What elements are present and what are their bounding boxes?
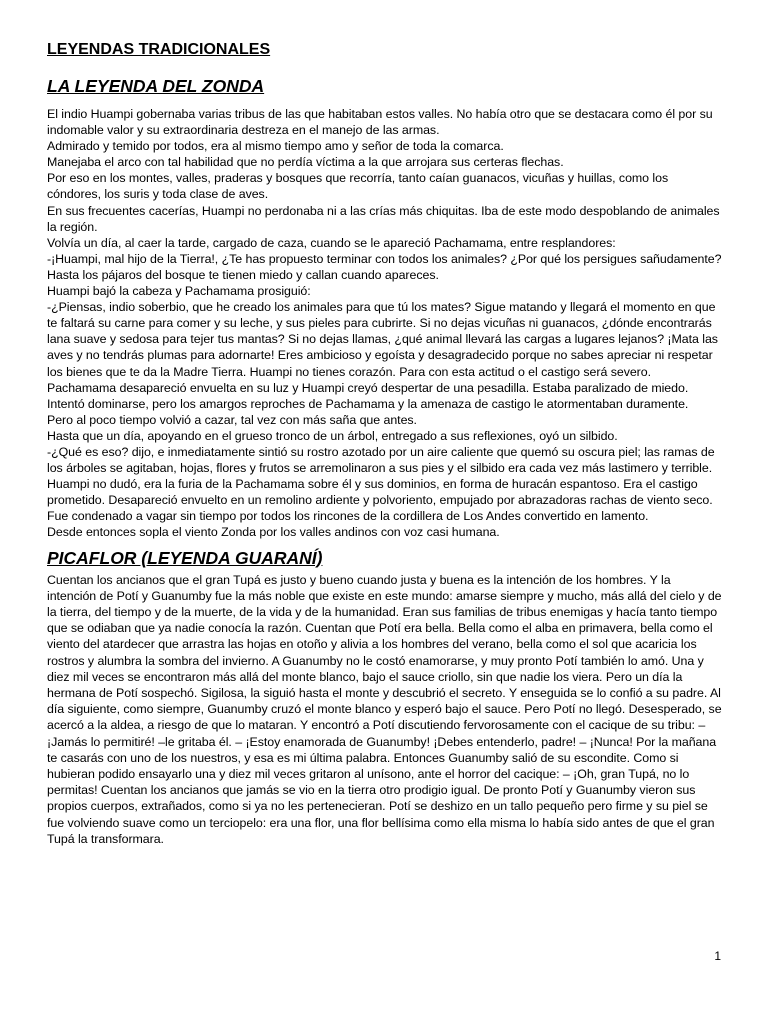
paragraph: Pachamama desapareció envuelta en su luz y Huampi creyó despertar de una pesadilla. Estaba paralizado de miedo. Intentó dominarse, pero los amargos reproches de Pachamama y la amenaza de castigo le atormentaban duramente. — [47, 380, 689, 411]
paragraph: Pero al poco tiempo volvió a cazar, tal vez con más saña que antes. — [47, 412, 417, 427]
section-title-zonda: LA LEYENDA DEL ZONDA — [47, 76, 265, 96]
paragraph: Huampi bajó la cabeza y Pachamama prosiguió: — [47, 284, 311, 299]
paragraph: El indio Huampi gobernaba varias tribus de las que habitaban estos valles. No había otro que se destacara como él por su indomable valor y su extraordinaria destreza en el manejo de las armas. — [47, 107, 713, 138]
paragraph: -¡Huampi, mal hijo de la Tierra!, ¿Te has propuesto terminar con todos los animales? ¿Por qué los persigues sañudamente? Hasta los pájaros del bosque te tienen miedo y callan cuando apareces. — [47, 251, 722, 282]
paragraph: Por eso en los montes, valles, praderas y bosques que recorría, tanto caían guanacos, vicuñas y huillas, como los cóndores, los suris y toda clase de aves. — [47, 171, 669, 202]
paragraph: Manejaba el arco con tal habilidad que no perdía víctima a la que arrojara sus certeras flechas. — [47, 155, 564, 170]
paragraph: Hasta que un día, apoyando en el grueso tronco de un árbol, entregado a sus reflexiones, oyó un silbido. — [47, 428, 618, 443]
picaflor-body: Cuentan los ancianos que el gran Tupá es justo y bueno cuando justa y buena es la intención de los hombres. Y la intención de Potí y Guanumby fue la más noble que existe en este mundo: amarse siempre y mucho, más allá del cielo y de la tierra, del tiempo y de la muerte, de la vida y de la humanidad. Eran sus familias de tribus enemigas y hacía tanto tiempo que se odiaban que ya nadie conocía la razón. Cuentan que Potí era bella. Bella como el alba en primavera, bella como el viento del atardecer que arrastra las hojas en otoño y alivia a los hombres del verano, bella como el sol que acaricia los rostros y alumbra la sombra del invierno. A Guanumby no le costó enamorarse, y muy pronto Potí también lo amó. Una y diez mil veces se encontraron más allá del monte blanco, bajo el sauce criollo, sin que nadie los viera. Pero un día la hermana de Potí sospechó. Sigilosa, la siguió hasta el monte y descubrió el secreto. Y enseguida se lo confió a su padre. Al día siguiente, como siempre, Guanumby cruzó el monte blanco y esperó bajo el sauce. Pero Potí no llegó. Desesperado, se acercó a la aldea, a riesgo de que lo mataran. Y encontró a Potí discutiendo fervorosamente con el cacique de su tribu: – ¡Jamás lo permitiré! –le gritaba él. – ¡Estoy enamorada de Guanumby! ¡Debes entenderlo, padre! – ¡Nunca! Por la mañana te casarás con uno de los nuestros, y esa es mi última palabra. Entonces Guanumby salió de su escondite. Como si hubieran podido ensayarlo una y diez mil veces gritaron al unísono, ante el horror del cacique: – ¡Oh, gran Tupá, no lo permitas! Cuentan los ancianos que jamás se vio en la tierra otro prodigio igual. De pronto Potí y Guanumby vieron sus propios cuerpos, extrañados, como si ya no les pertenecieran. Potí se deshizo en un tallo pequeño pero firme y su piel se fue volviendo suave como un terciopelo: era una flor, una flor bellísima como ella misma lo había sido antes de que el gran Tupá la transformara. — [47, 572, 722, 846]
paragraph: Huampi no dudó, era la furia de la Pachamama sobre él y sus dominios, en forma de huracán espantoso. Era el castigo prometido. Desapareció envuelto en un remolino ardiente y polvoriento, empujado por abrazadoras rachas de viento seco. Fue condenado a vagar sin tiempo por todos los rincones de la cordillera de Los Andes convertido en lamento. — [47, 477, 713, 524]
paragraph: -¿Piensas, indio soberbio, que he creado los animales para que tú los mates? Sigue matando y llegará el momento en que te faltará su carne para comer y su leche, y sus pieles para cubrirte. Si no dejas vicuñas ni guanacos, ¿dónde encontrarás lana suave y sedosa para tejer tus mantas? Si no dejas llamas, ¿qué animal llevará las cargas a lugares lejanos? ¡Mata las aves y no tendrás plumas para adornarte! Eres ambicioso y egoísta y desagradecido porque no sabes apreciar ni respetar los bienes que te da la Madre Tierra. Huampi no tienes corazón. Para con esta actitud o el castigo será severo. — [47, 300, 718, 379]
section-title-picaflor: PICAFLOR (LEYENDA GUARANÍ) — [47, 547, 323, 568]
zonda-body — [47, 106, 723, 541]
paragraph: Volvía un día, al caer la tarde, cargado de caza, cuando se le apareció Pachamama, entre resplandores: — [47, 235, 616, 250]
paragraph: En sus frecuentes cacerías, Huampi no perdonaba ni a las crías más chiquitas. Iba de este modo despoblando de animales la región. — [47, 203, 720, 234]
paragraph: Desde entonces sopla el viento Zonda por los valles andinos con voz casi humana. — [47, 525, 500, 540]
paragraph: -¿Qué es eso? dijo, e inmediatamente sintió su rostro azotado por un aire caliente que quemó su oscura piel; las ramas de los árboles se agitaban, hojas, flores y frutos se arremolinaron a sus pies y el silbido era cada vez más lastimero y terrible. — [47, 444, 715, 476]
document-page — [47, 40, 723, 847]
paragraph: Admirado y temido por todos, era al mismo tiempo amo y señor de toda la comarca. — [47, 139, 504, 154]
document-title: LEYENDAS TRADICIONALES — [47, 41, 271, 58]
page-number: 1 — [714, 949, 721, 963]
